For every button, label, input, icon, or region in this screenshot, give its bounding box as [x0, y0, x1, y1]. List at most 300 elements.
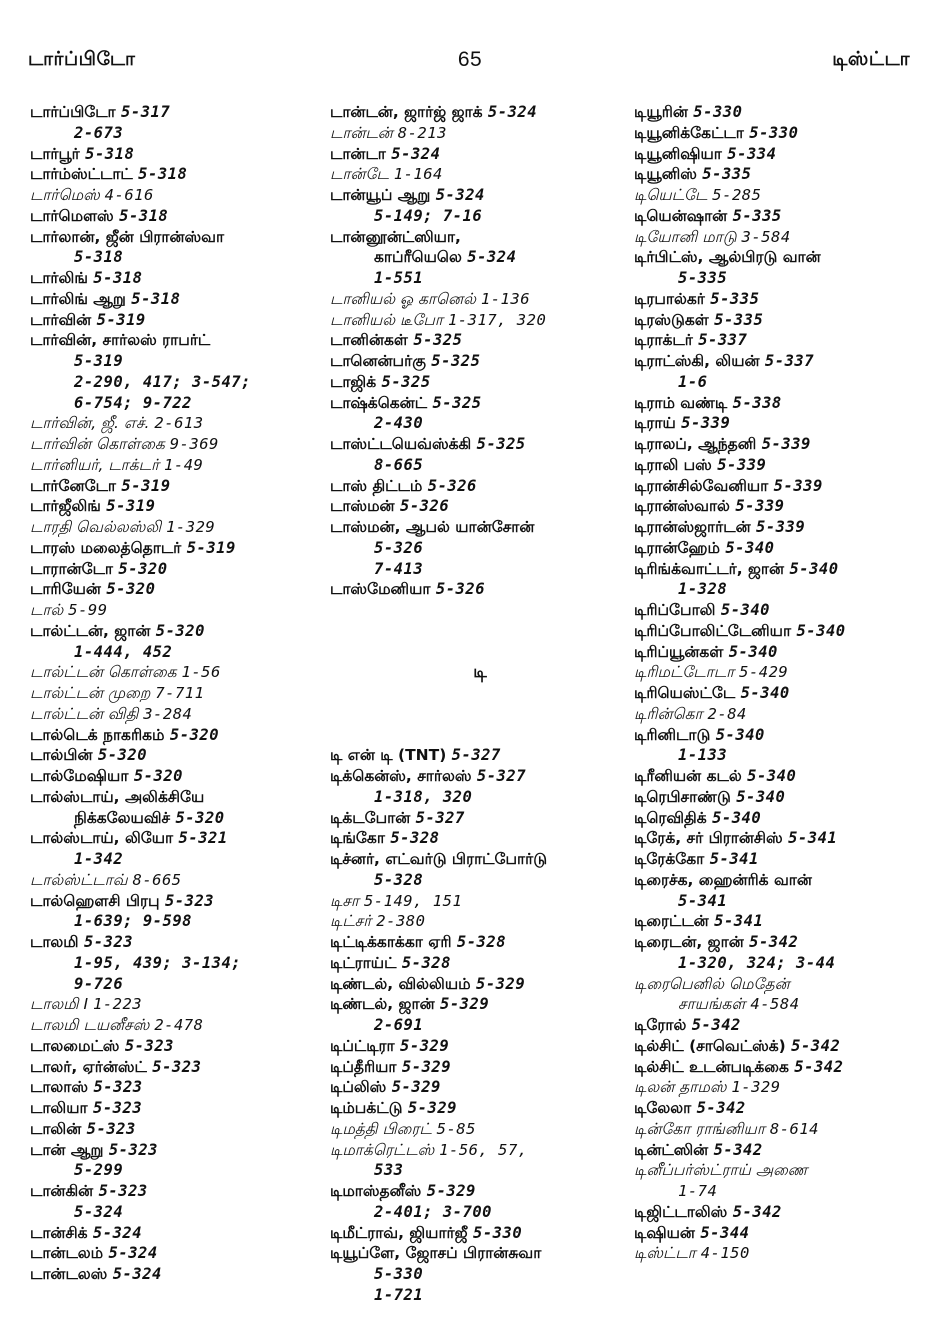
entry-term: டிரைச்க, ஹைன்ரிக் வான் [634, 870, 812, 889]
index-entry [330, 870, 630, 891]
entry-term: டான்னூன்ட்ஸியா, [330, 227, 461, 246]
index-entry [30, 1098, 320, 1119]
index-entry [634, 911, 934, 932]
page-reference: 5-323 [93, 1099, 143, 1117]
index-entry [634, 351, 934, 372]
index-entry [30, 330, 320, 351]
index-entry [634, 683, 934, 704]
index-entry [634, 1223, 934, 1244]
page-reference: 5-319 [74, 352, 124, 370]
index-entry [634, 891, 934, 912]
index-entry [30, 351, 320, 372]
entry-term: டினீப்பர்ஸ்ட்ராய் அணை [634, 1161, 808, 1180]
entry-term: டிரிமட்டோடா [634, 663, 740, 682]
page-reference: 5-318 [93, 269, 143, 287]
entry-term: காப்ரீயெலெ [374, 248, 468, 267]
page-reference: 5-320 [155, 621, 205, 640]
entry-term: டியோனி மாடு [634, 227, 742, 246]
entry-term: டில்சிட் (சாவெட்ஸ்க்) [634, 1036, 792, 1055]
index-entry [30, 123, 320, 144]
page-reference: 1-328 [678, 580, 728, 599]
index-entry [330, 1057, 630, 1078]
page-reference: 1-49 [164, 455, 204, 474]
page-reference: 5-342 [713, 1140, 763, 1159]
entry-term: டியூனிஷியா [634, 144, 728, 163]
page-reference: 5-318 [119, 206, 169, 225]
entry-term: டாரான்டோ [30, 559, 119, 578]
entry-term: டிண்டல், ஜான் [330, 995, 440, 1014]
entry-term: நிக்கலேயவிச் [74, 808, 176, 827]
page-reference: 2-478 [154, 1016, 204, 1034]
page-reference: 5-324 [74, 1202, 124, 1221]
page-reference: 5-328 [456, 933, 507, 951]
page-reference: 5-324 [467, 248, 517, 267]
page-reference: 5-338 [732, 393, 782, 412]
page-reference: 5-325 [431, 352, 481, 370]
entry-term: டானின்கள் [330, 331, 414, 350]
page-reference: 1-317, 320 [447, 310, 547, 329]
index-entry [330, 1181, 630, 1202]
page-reference: 5-337 [698, 331, 748, 350]
page-reference: 5-326 [400, 497, 450, 516]
entry-term: டிம்பக்ட்டு [330, 1099, 408, 1117]
page-reference: 5-335 [710, 289, 760, 308]
page-reference: 5-326 [435, 580, 486, 599]
page-reference: 5-337 [764, 352, 815, 370]
page-reference: 2-380 [376, 912, 426, 931]
index-entry [634, 144, 934, 165]
page-reference: 8-665 [374, 455, 424, 474]
index-column-2 [330, 102, 630, 1306]
page-reference: 7-413 [374, 559, 424, 578]
index-entry [30, 642, 320, 663]
index-entry [330, 932, 630, 953]
entry-term: டிப்லிஸ் [330, 1078, 392, 1097]
page-reference: 5-340 [720, 601, 771, 619]
entry-term: டால்ஹௌசி பிரபு [30, 891, 165, 910]
index-entry [634, 745, 934, 766]
page-reference: 5-299 [74, 1161, 124, 1180]
index-entry [30, 1223, 320, 1244]
index-entry [330, 849, 630, 870]
index-entry [330, 517, 630, 538]
index-entry [330, 1160, 630, 1181]
page-reference: 5-325 [476, 435, 526, 453]
page-reference: 5-323 [108, 1140, 158, 1159]
entry-term: டார்லிங் ஆறு [30, 289, 132, 308]
index-entry [330, 766, 630, 787]
index-entry [330, 953, 630, 974]
index-entry [634, 517, 934, 538]
entry-term: டாலியா [30, 1099, 94, 1117]
entry-term: டார்வின், சார்லஸ் ராபர்ட் [30, 331, 211, 350]
entry-term: டான்யூப் ஆறு [330, 186, 436, 204]
page-reference: 5-99 [68, 601, 108, 619]
entry-term: டிராம் வண்டி [634, 393, 733, 412]
index-entry [330, 579, 630, 600]
index-entry [634, 787, 934, 808]
blank-line [330, 725, 630, 746]
entry-term: டிராலி பஸ் [634, 455, 718, 474]
page-reference: 5-328 [374, 870, 424, 889]
page-reference: 5-329 [440, 995, 490, 1014]
index-entry [634, 206, 934, 227]
page-reference: 5-340 [715, 725, 765, 744]
page-reference: 1-444, 452 [74, 642, 173, 661]
index-entry [30, 1036, 320, 1057]
index-entry [634, 974, 934, 995]
page-reference: 5-320 [106, 580, 156, 599]
entry-term: டிராய் [634, 414, 682, 433]
index-entry [330, 745, 630, 766]
entry-term: டான்சிக் [30, 1223, 93, 1242]
index-entry [330, 476, 630, 497]
page-reference: 5-149; 7-16 [374, 206, 483, 225]
page-reference: 5-319 [106, 497, 156, 516]
entry-term: டியூப்ளே, ஜோசப் பிரான்சுவா [330, 1244, 542, 1263]
page-reference: 5-335 [732, 206, 782, 225]
index-entry [330, 911, 630, 932]
entry-term: டின்ட்ஸின் [634, 1140, 714, 1159]
entry-term: டானியல் ஓ கானெல் [330, 289, 481, 308]
index-entry [30, 911, 320, 932]
entry-term: டாலமி I [30, 995, 93, 1014]
index-entry [330, 1243, 630, 1264]
index-entry [330, 330, 630, 351]
page-reference: 5-326 [427, 476, 477, 495]
index-entry [30, 745, 320, 766]
index-entry [30, 206, 320, 227]
index-entry [30, 1119, 320, 1140]
index-entry [30, 517, 320, 538]
page-reference: 5-327 [415, 808, 465, 827]
entry-term: டில்சிட் உடன்படிக்கை [634, 1057, 795, 1076]
entry-term: டான்டன் [330, 123, 398, 142]
index-entry [330, 372, 630, 393]
index-entry [30, 1160, 320, 1181]
entry-term: டால்பின் [30, 746, 98, 765]
entry-term: டிரெவிதிக் [634, 808, 713, 827]
page-reference: 5-344 [700, 1223, 750, 1242]
page-reference: 5-340 [796, 621, 846, 640]
entry-term: டிமாஸ்தனீஸ் [330, 1182, 427, 1200]
entry-term: டிட்சர் [330, 912, 377, 931]
page-reference: 5-320 [169, 725, 220, 744]
page-reference: 5-329 [407, 1099, 457, 1117]
entry-term: டியூனிஸ் [634, 165, 703, 184]
entry-term: டிலேலா [634, 1099, 697, 1117]
page-reference: 1-342 [74, 850, 124, 868]
entry-term: டிமீட்ராவ், ஜியார்ஜீ [330, 1223, 474, 1242]
index-entry [634, 1140, 934, 1161]
entry-term: டான் ஆறு [30, 1140, 109, 1159]
entry-term: டிக்கென்ஸ், சார்லஸ் [330, 767, 477, 785]
page-reference: 1-329 [166, 518, 216, 536]
index-entry [330, 144, 630, 165]
page-reference: 5-319 [96, 310, 146, 329]
index-entry [330, 434, 630, 455]
page-reference: 2-290, 417; 3-547; [74, 372, 251, 391]
entry-term: டார்ம்ஸ்ட்டாட் [30, 165, 139, 184]
entry-term: டார்லிங் [30, 269, 94, 287]
entry-term: டான்டலஸ் [30, 1265, 113, 1283]
entry-term: டிரோல் [634, 1016, 692, 1034]
page-reference: 1-56 [181, 663, 221, 682]
page-reference: 1-551 [374, 269, 424, 287]
index-entry [330, 164, 630, 185]
index-entry [30, 704, 320, 725]
index-entry [330, 1119, 630, 1140]
index-entry [634, 185, 934, 206]
index-entry [330, 1140, 630, 1161]
index-entry [330, 1015, 630, 1036]
index-entry [30, 974, 320, 995]
entry-term: டால்ஸ்டாய், லியோ [30, 829, 179, 848]
index-entry [30, 994, 320, 1015]
page-reference: 5-320 [175, 808, 225, 827]
page-reference: 5-328 [390, 829, 440, 848]
page-reference: 5-339 [761, 435, 811, 453]
index-entry [30, 1057, 320, 1078]
page-reference: 5-342 [691, 1016, 741, 1034]
page-reference: 3-584 [741, 227, 791, 246]
entry-term: டிச்னர், எட்வர்டு பிராட்போர்டு [330, 850, 548, 868]
page-reference: 1-329 [731, 1078, 781, 1097]
page-reference: 4-150 [700, 1244, 750, 1263]
entry-term: டிரெபிசாண்டு [634, 787, 737, 806]
entry-term: டார்ப்பிடோ [30, 103, 122, 121]
index-entry [634, 662, 934, 683]
entry-term: டானியல் டீபோ [330, 310, 448, 329]
page-reference: 2-673 [74, 123, 124, 142]
entry-term: டானென்பர்கு [330, 352, 432, 370]
page-reference: 5-324 [435, 186, 485, 204]
index-entry [634, 642, 934, 663]
entry-term: டிக்டபோன் [330, 808, 416, 827]
index-entry [30, 144, 320, 165]
index-entry [30, 621, 320, 642]
page-reference: 5-340 [728, 642, 778, 661]
page-reference: 5-318 [85, 144, 135, 163]
page-reference: 8-213 [397, 123, 447, 142]
entry-term: டிரினிடாடு [634, 725, 716, 744]
page-reference: 5-339 [756, 518, 806, 536]
entry-term: டிட்டிக்காக்கா ஏரி [330, 933, 457, 951]
page-reference: 5-329 [476, 974, 526, 993]
entry-term: டின்கோ ராங்னியா [634, 1119, 770, 1138]
entry-term: டிட்ராய்ட் [330, 953, 402, 972]
page-reference: 5-323 [124, 1036, 174, 1055]
entry-term: டாலர், ஏர்ன்ஸ்ட் [30, 1057, 153, 1076]
index-entry [634, 393, 934, 414]
index-entry [634, 725, 934, 746]
entry-term: டால்ஸ்டாய், அலிக்சியே [30, 787, 205, 806]
entry-term: டான்கின் [30, 1182, 99, 1200]
page-reference: 5-320 [133, 767, 184, 785]
index-entry [634, 1181, 934, 1202]
index-entry [634, 476, 934, 497]
index-entry [30, 164, 320, 185]
page-reference: 5-323 [152, 1057, 202, 1076]
blank-line [330, 704, 630, 725]
index-entry [30, 891, 320, 912]
index-entry [330, 206, 630, 227]
entry-term: டாரஸ் மலைத்தொடர் [30, 538, 187, 557]
index-entry [330, 828, 630, 849]
index-entry [634, 1160, 934, 1181]
page-reference: 5-325 [413, 331, 463, 350]
index-entry [330, 185, 630, 206]
index-entry [30, 289, 320, 310]
index-entry [634, 1015, 934, 1036]
page-reference: 1-56, 57, [439, 1140, 528, 1159]
page-reference: 2-430 [374, 414, 424, 433]
page-reference: 1-223 [92, 995, 143, 1014]
page-reference: 5-340 [736, 787, 786, 806]
entry-term: டிரான்ஹேம் [634, 538, 726, 557]
entry-term: டிஷியன் [634, 1223, 701, 1242]
index-entry [634, 621, 934, 642]
index-entry [30, 932, 320, 953]
entry-term: டிரீனியன் கடல் [634, 767, 748, 785]
index-entry [30, 725, 320, 746]
page-reference: 9-369 [169, 435, 219, 453]
index-entry [330, 1036, 630, 1057]
entry-term: டிஸ்ட்டா [634, 1244, 701, 1263]
index-entry [634, 289, 934, 310]
entry-term: டான்டே [330, 165, 394, 184]
page-reference: 5-340 [747, 767, 797, 785]
entry-term: டாஸ் திட்டம் [330, 476, 428, 495]
index-entry [634, 538, 934, 559]
index-entry [30, 1243, 320, 1264]
entry-term: டிரஸ்டுகள் [634, 310, 715, 329]
entry-term: டிரைட்டன் [634, 912, 715, 931]
entry-term: டார்பூர் [30, 144, 86, 163]
index-entry [634, 932, 934, 953]
page-reference: 5-330 [749, 123, 799, 142]
index-entry [634, 1243, 934, 1264]
section-letter: டி [473, 662, 487, 683]
page-reference: 4-584 [750, 995, 800, 1014]
blank-line [330, 642, 630, 663]
page-reference: 1-721 [374, 1285, 424, 1304]
page-reference: 5-321 [178, 829, 228, 848]
index-entry [634, 994, 934, 1015]
running-head-left: டார்ப்பிடோ [28, 48, 136, 70]
page-reference: 5-324 [108, 1244, 158, 1263]
entry-term: டாஜிக் [330, 372, 382, 391]
index-entry [30, 1077, 320, 1098]
entry-term: டி என் டி (TNT) [330, 746, 452, 765]
page-reference: 5-320 [97, 746, 148, 765]
entry-term: டிராட்ஸ்கி, லியன் [634, 352, 765, 370]
index-entry [330, 1223, 630, 1244]
page-reference: 2-84 [707, 704, 747, 723]
index-entry [634, 1036, 934, 1057]
entry-term: டிரைடன், ஜான் [634, 933, 750, 951]
entry-term: டாலாஸ் [30, 1078, 94, 1097]
page-reference: 3-284 [143, 704, 193, 723]
index-entry [330, 289, 630, 310]
page-reference: 5-319 [186, 538, 236, 557]
index-entry [30, 310, 320, 331]
index-entry [330, 559, 630, 580]
index-entry [30, 268, 320, 289]
entry-term: டிங்கோ [330, 829, 391, 848]
index-entry [634, 1098, 934, 1119]
index-entry [30, 766, 320, 787]
entry-term: டாரதி வெல்லஸ்லி [30, 518, 167, 536]
page-reference: 5-335 [714, 310, 764, 329]
entry-term: டிரபால்கர் [634, 289, 711, 308]
entry-term: டிரியெஸ்ட்டே [634, 684, 741, 702]
page-reference: 533 [374, 1161, 404, 1180]
index-entry [634, 579, 934, 600]
page-reference: 1-320, 324; 3-44 [678, 953, 836, 972]
page-reference: 1-6 [678, 372, 708, 391]
entry-term: டிப்தீரியா [330, 1057, 402, 1076]
page-reference: 5-342 [696, 1099, 746, 1117]
blank-line [330, 621, 630, 642]
page-reference: 5-319 [121, 476, 171, 495]
entry-term: டியெட்டே [634, 186, 713, 204]
index-entry [634, 849, 934, 870]
entry-term: டாஷ்க்கென்ட் [330, 393, 433, 412]
index-entry [30, 559, 320, 580]
page-number: 65 [457, 48, 483, 71]
page-reference: 5-429 [739, 663, 789, 682]
index-entry [634, 559, 934, 580]
entry-term: டிரிப்யூன்கள் [634, 642, 729, 661]
page-reference: 2-691 [374, 1016, 424, 1034]
entry-term: டிப்ட்டிரா [330, 1036, 401, 1055]
page-reference: 5-330 [374, 1265, 424, 1283]
page-reference: 5-341 [678, 891, 728, 910]
entry-term: டால்ட்டன் கொள்கை [30, 663, 182, 682]
page-reference: 5-318 [138, 165, 188, 184]
page-reference: 5-324 [391, 144, 441, 163]
page-reference: 5-330 [693, 103, 743, 121]
entry-term: டியூனிக்கேட்டா [634, 123, 750, 142]
index-entry [330, 1285, 630, 1306]
entry-term: டால்ட்டன், ஜான் [30, 621, 156, 640]
index-entry [30, 102, 320, 123]
page-reference: 5-339 [717, 455, 767, 474]
index-entry [30, 476, 320, 497]
index-entry [330, 393, 630, 414]
entry-term: டாஸ்மேனியா [330, 580, 436, 599]
index-entry [634, 164, 934, 185]
index-entry [30, 787, 320, 808]
index-entry [330, 455, 630, 476]
page-reference: 4-616 [104, 186, 154, 204]
index-entry [634, 496, 934, 517]
index-entry [634, 330, 934, 351]
index-entry [30, 828, 320, 849]
page-reference: 5-327 [451, 746, 501, 765]
page-reference: 5-342 [791, 1036, 841, 1055]
page-reference: 5-329 [401, 1057, 452, 1076]
page-reference: 5-340 [712, 808, 762, 827]
page-reference: 1-74 [678, 1182, 718, 1200]
page-reference: 5-317 [121, 103, 171, 121]
page-reference: 5-328 [401, 953, 451, 972]
blank-line [330, 600, 630, 621]
entry-term: டார்னியர், டாக்டர் [30, 455, 165, 474]
page-reference: 5-339 [735, 497, 785, 516]
page-reference: 5-340 [740, 684, 790, 702]
